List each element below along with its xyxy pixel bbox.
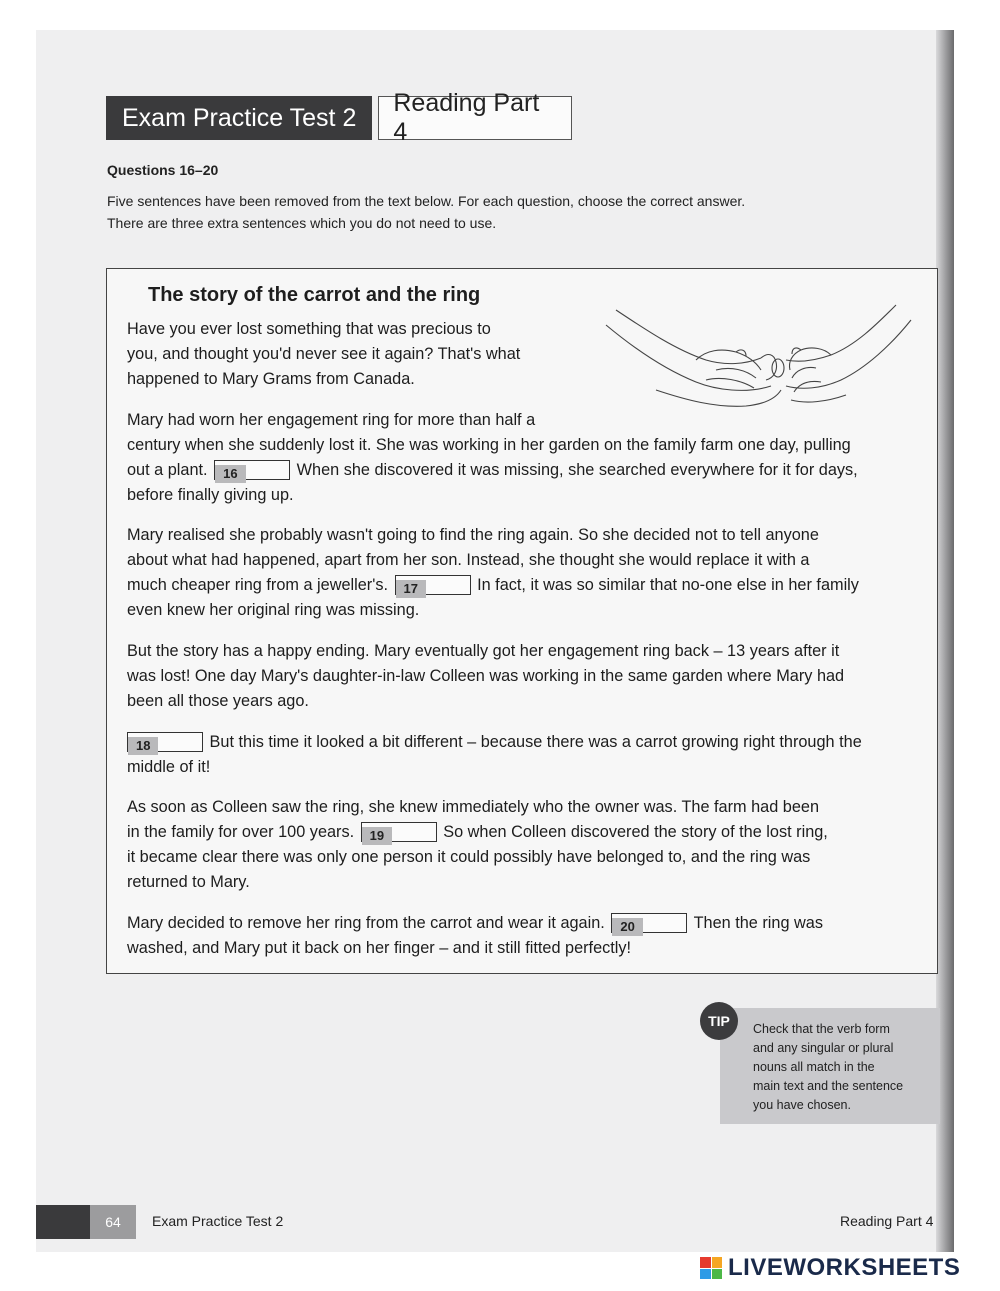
- instruction-line: Five sentences have been removed from the text below. For each question, choose the correct answer.: [107, 193, 746, 209]
- tip-line: main text and the sentence: [753, 1079, 904, 1093]
- text-segment: When she discovered it was missing, she searched everywhere for it for days,: [296, 461, 858, 479]
- liveworksheets-logo-icon: [700, 1257, 722, 1279]
- paragraph-5: [127, 730, 862, 780]
- paragraph-1: [127, 317, 520, 392]
- header-part-label: Reading Part 4: [378, 96, 572, 140]
- text-line: [127, 458, 858, 483]
- text-line: before finally giving up.: [127, 486, 294, 504]
- paragraph-3: [127, 523, 859, 623]
- paragraph-4: [127, 639, 844, 714]
- footer-test-label: Exam Practice Test 2: [152, 1213, 284, 1229]
- text-segment: Then the ring was: [693, 914, 823, 932]
- text-line: even knew her original ring was missing.: [127, 601, 420, 619]
- text-line: But the story has a happy ending. Mary eventually got her engagement ring back – 13 years after it: [127, 642, 840, 660]
- text-segment: in the family for over 100 years.: [127, 823, 355, 841]
- page-header: [106, 89, 572, 146]
- tip-line: Check that the verb form: [753, 1022, 890, 1036]
- answer-gap-20[interactable]: [611, 913, 687, 933]
- text-line: century when she suddenly lost it. She was working in her garden on the family farm one day, pulling: [127, 436, 851, 454]
- gap-number: 18: [128, 737, 158, 755]
- answer-gap-19[interactable]: [361, 822, 437, 842]
- tip-line: nouns all match in the: [753, 1060, 875, 1074]
- text-line: washed, and Mary put it back on her finger – and it still fitted perfectly!: [127, 939, 632, 957]
- answer-gap-16[interactable]: [214, 460, 290, 480]
- text-line: happened to Mary Grams from Canada.: [127, 370, 415, 388]
- text-segment: In fact, it was so similar that no-one else in her family: [477, 576, 859, 594]
- text-line: Have you ever lost something that was precious to: [127, 320, 491, 338]
- page-number: 64: [90, 1205, 136, 1239]
- gap-number: 20: [612, 918, 642, 936]
- text-segment: Mary decided to remove her ring from the carrot and wear it again.: [127, 914, 605, 932]
- paragraph-2: [127, 408, 858, 508]
- text-line: [127, 911, 823, 936]
- liveworksheets-watermark: [700, 1254, 960, 1282]
- tip-line: and any singular or plural: [753, 1041, 894, 1055]
- text-line: Mary realised she probably wasn't going to find the ring again. So she decided not to tell anyone: [127, 526, 819, 544]
- text-line: been all those years ago.: [127, 692, 309, 710]
- text-line: middle of it!: [127, 758, 211, 776]
- text-line: it became clear there was only one person it could possibly have belonged to, and the ring was: [127, 848, 811, 866]
- text-segment: much cheaper ring from a jeweller's.: [127, 576, 389, 594]
- gap-number: 19: [362, 827, 392, 845]
- text-line: you, and thought you'd never see it again? That's what: [127, 345, 521, 363]
- paragraph-7: [127, 911, 823, 961]
- instruction-line: There are three extra sentences which you do not need to use.: [107, 215, 497, 231]
- paragraph-6: [127, 795, 828, 895]
- liveworksheets-wordmark: LIVEWORKSHEETS: [728, 1254, 961, 1281]
- text-segment: But this time it looked a bit different – because there was a carrot growing right through the: [209, 733, 862, 751]
- story-title: The story of the carrot and the ring: [148, 284, 481, 306]
- text-segment: out a plant.: [127, 461, 208, 479]
- answer-gap-17[interactable]: [395, 575, 471, 595]
- text-line: [127, 820, 828, 845]
- text-line: Mary had worn her engagement ring for more than half a: [127, 411, 536, 429]
- hands-ring-illustration: [596, 290, 920, 418]
- text-line: was lost! One day Mary's daughter-in-law Colleen was working in the same garden where Mary had: [127, 667, 845, 685]
- text-line: about what had happened, apart from her son. Instead, she thought she would replace it with a: [127, 551, 810, 569]
- footer-bar: [36, 1205, 90, 1239]
- answer-gap-18[interactable]: [127, 732, 203, 752]
- questions-title: Questions 16–20: [107, 162, 219, 178]
- gap-number: 16: [215, 465, 245, 483]
- tip-text: [753, 1020, 933, 1115]
- instructions: [107, 190, 867, 234]
- text-line: As soon as Colleen saw the ring, she knew immediately who the owner was. The farm had been: [127, 798, 820, 816]
- text-line: returned to Mary.: [127, 873, 250, 891]
- tip-badge: TIP: [700, 1002, 738, 1040]
- text-line: [127, 730, 862, 755]
- text-line: [127, 573, 859, 598]
- gap-number: 17: [396, 580, 426, 598]
- tip-line: you have chosen.: [753, 1098, 851, 1112]
- header-test-label: Exam Practice Test 2: [106, 96, 372, 140]
- text-segment: So when Colleen discovered the story of the lost ring,: [443, 823, 828, 841]
- footer-part-label: Reading Part 4: [840, 1213, 934, 1229]
